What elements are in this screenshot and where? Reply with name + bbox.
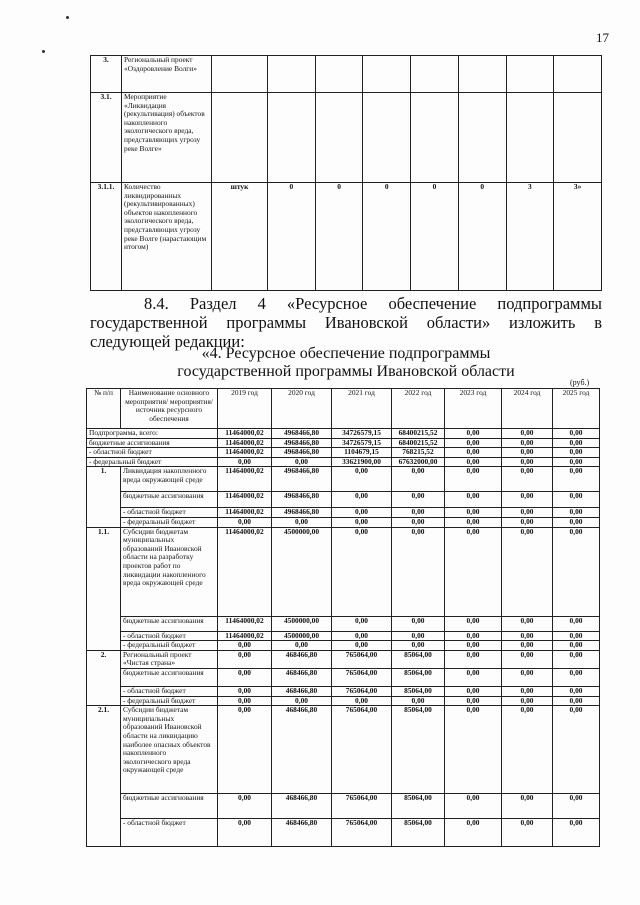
unit-cell [212, 93, 268, 183]
value-cell: 0,00 [502, 706, 553, 794]
value-cell: 3» [554, 183, 602, 291]
page-number: 17 [596, 30, 609, 45]
value-cell: 0,00 [553, 706, 600, 794]
table-row [87, 517, 600, 527]
value-cell: 1104679,15 [332, 448, 392, 458]
value-cell: 11464000,02 [218, 429, 272, 439]
row-number: 2.1. [87, 706, 121, 847]
value-cell: 0,00 [445, 438, 502, 448]
value-cell: 0,00 [445, 457, 502, 467]
value-cell: 0,00 [218, 696, 272, 706]
value-cell: 85064,00 [392, 668, 445, 686]
row-name: - федеральный бюджет [121, 696, 218, 706]
value-cell: 0,00 [392, 517, 445, 527]
value-cell: 0,00 [502, 492, 553, 508]
row-name: - областной бюджет [87, 448, 218, 458]
value-cell: 468466,80 [272, 686, 332, 696]
value-cell: 0,00 [553, 429, 600, 439]
section-title [90, 345, 602, 381]
row-name: - федеральный бюджет [121, 517, 218, 527]
table-row [87, 696, 600, 706]
value-cell: 0,00 [502, 517, 553, 527]
value-cell: 0,00 [392, 696, 445, 706]
summary-row [87, 429, 600, 439]
value-cell: 0,00 [272, 517, 332, 527]
value-cell: 33621900,00 [332, 457, 392, 467]
value-cell: 0,00 [502, 438, 553, 448]
value-cell: 765064,00 [332, 668, 392, 686]
value-cell: 0,00 [553, 650, 600, 668]
value-cell: 0,00 [272, 641, 332, 651]
value-cell [268, 93, 316, 183]
value-cell [315, 93, 363, 183]
value-cell: 11464000,02 [218, 467, 272, 492]
value-cell: 34726579,15 [332, 429, 392, 439]
value-cell: 0,00 [218, 517, 272, 527]
scan-speck [66, 16, 69, 19]
value-cell: 0,00 [502, 508, 553, 518]
value-cell: 0,00 [553, 508, 600, 518]
row-name: Региональный проект «Оздоровление Волги» [122, 56, 212, 93]
value-cell: 0,00 [218, 686, 272, 696]
table-row [87, 508, 600, 518]
value-cell: 11464000,02 [218, 438, 272, 448]
value-cell: 4500000,00 [272, 527, 332, 616]
value-cell: 4968466,80 [272, 429, 332, 439]
value-cell: 0,00 [502, 650, 553, 668]
unit-cell [212, 56, 268, 93]
value-cell: 11464000,02 [218, 527, 272, 616]
row-name: - федеральный бюджет [87, 457, 218, 467]
table-row [87, 467, 600, 492]
value-cell: 0,00 [332, 527, 392, 616]
section-title-line: «4. Ресурсное обеспечение подпрограммы [201, 345, 491, 362]
value-cell: 0,00 [502, 696, 553, 706]
value-cell: 0,00 [218, 457, 272, 467]
row-number: 2. [87, 650, 121, 705]
value-cell: 11464000,02 [218, 508, 272, 518]
row-name: - областной бюджет [121, 686, 218, 696]
value-cell: 0 [268, 183, 316, 291]
value-cell: 768215,52 [392, 448, 445, 458]
row-name: Подпрограмма, всего: [87, 429, 218, 439]
column-header: 2025 год [553, 389, 600, 429]
value-cell: 0,00 [272, 457, 332, 467]
value-cell: 4968466,80 [272, 438, 332, 448]
column-header: № п/п [87, 389, 121, 429]
value-cell: 0,00 [332, 641, 392, 651]
section-title-line: государственной программы Ивановской области [177, 363, 515, 380]
value-cell: 0,00 [553, 819, 600, 847]
value-cell: 85064,00 [392, 819, 445, 847]
table-row [87, 668, 600, 686]
value-cell: 0,00 [502, 448, 553, 458]
value-cell: 85064,00 [392, 650, 445, 668]
row-number: 1. [87, 467, 121, 527]
row-name: - областной бюджет [121, 631, 218, 641]
value-cell: 68400215,52 [392, 429, 445, 439]
row-name: Количество ликвидированных (рекультивированных) объектов накопленного экологического вреда, представляющих угрозу реке Волге (нарастающим итогом) [122, 183, 212, 291]
value-cell: 0,00 [553, 492, 600, 508]
value-cell: 85064,00 [392, 686, 445, 696]
summary-row [87, 457, 600, 467]
paragraph-rest: государственной программы Ивановской области» изложить в следующей редакции: [90, 313, 602, 351]
value-cell: 0,00 [445, 429, 502, 439]
value-cell: 0,00 [553, 467, 600, 492]
table-row [91, 183, 602, 291]
value-cell: 0,00 [553, 686, 600, 696]
summary-row [87, 438, 600, 448]
value-cell: 0,00 [502, 819, 553, 847]
value-cell: 0,00 [445, 641, 502, 651]
unit-cell: штук [212, 183, 268, 291]
value-cell: 0,00 [332, 492, 392, 508]
value-cell: 0,00 [553, 438, 600, 448]
value-cell: 0,00 [502, 668, 553, 686]
value-cell: 11464000,02 [218, 616, 272, 631]
value-cell: 0,00 [445, 686, 502, 696]
value-cell: 0,00 [332, 616, 392, 631]
table-row [87, 631, 600, 641]
value-cell: 0,00 [445, 508, 502, 518]
row-number: 3.1.1. [91, 183, 122, 291]
value-cell: 0,00 [218, 794, 272, 819]
scan-speck [42, 50, 45, 53]
row-name: бюджетные ассигнования [121, 794, 218, 819]
row-name: Субсидии бюджетам муниципальных образований Ивановской области на разработку проектов работ по ликвидации накопленного вреда окружающей среде [121, 527, 218, 616]
value-cell [506, 56, 554, 93]
value-cell: 765064,00 [332, 819, 392, 847]
indicator-table [90, 55, 602, 291]
value-cell: 0,00 [218, 706, 272, 794]
value-cell: 0,00 [218, 650, 272, 668]
value-cell: 0,00 [445, 616, 502, 631]
value-cell: 0,00 [332, 467, 392, 492]
value-cell [554, 93, 602, 183]
value-cell: 34726579,15 [332, 438, 392, 448]
value-cell: 468466,80 [272, 819, 332, 847]
value-cell [363, 56, 411, 93]
value-cell: 0,00 [392, 492, 445, 508]
value-cell: 0 [458, 183, 506, 291]
value-cell: 0,00 [553, 696, 600, 706]
value-cell: 0,00 [553, 641, 600, 651]
value-cell: 0,00 [445, 650, 502, 668]
value-cell: 0,00 [392, 527, 445, 616]
value-cell [458, 56, 506, 93]
value-cell: 0,00 [445, 794, 502, 819]
value-cell: 0,00 [502, 457, 553, 467]
value-cell [315, 56, 363, 93]
column-header: 2020 год [272, 389, 332, 429]
table-row [87, 794, 600, 819]
value-cell [411, 93, 459, 183]
value-cell: 0,00 [332, 696, 392, 706]
value-cell: 0,00 [392, 616, 445, 631]
value-cell: 85064,00 [392, 706, 445, 794]
value-cell [554, 56, 602, 93]
value-cell: 11464000,02 [218, 631, 272, 641]
row-name: бюджетные ассигнования [87, 438, 218, 448]
table-row [87, 527, 600, 616]
value-cell: 0,00 [445, 631, 502, 641]
value-cell: 0,00 [553, 668, 600, 686]
value-cell: 0,00 [218, 641, 272, 651]
column-header: 2019 год [218, 389, 272, 429]
value-cell: 765064,00 [332, 794, 392, 819]
value-cell: 0,00 [218, 668, 272, 686]
value-cell: 0,00 [445, 696, 502, 706]
value-cell: 0,00 [502, 467, 553, 492]
value-cell: 0,00 [553, 517, 600, 527]
value-cell: 4968466,80 [272, 448, 332, 458]
value-cell: 0,00 [332, 508, 392, 518]
value-cell: 0,00 [445, 492, 502, 508]
row-name: бюджетные ассигнования [121, 668, 218, 686]
value-cell: 0,00 [445, 448, 502, 458]
row-name: Ликвидация накопленного вреда окружающей среде [121, 467, 218, 492]
value-cell: 0,00 [553, 457, 600, 467]
value-cell: 765064,00 [332, 650, 392, 668]
table-row [91, 56, 602, 93]
row-name: бюджетные ассигнования [121, 616, 218, 631]
value-cell: 468466,80 [272, 650, 332, 668]
value-cell: 0,00 [502, 429, 553, 439]
value-cell: 0,00 [218, 819, 272, 847]
value-cell [411, 56, 459, 93]
value-cell [268, 56, 316, 93]
value-cell: 0,00 [392, 467, 445, 492]
value-cell: 0,00 [502, 527, 553, 616]
row-number: 1.1. [87, 527, 121, 650]
row-name: - областной бюджет [121, 819, 218, 847]
table-row [87, 616, 600, 631]
value-cell: 4968466,80 [272, 492, 332, 508]
value-cell: 68400215,52 [392, 438, 445, 448]
table-row [87, 819, 600, 847]
table-row [87, 650, 600, 668]
value-cell: 0,00 [332, 517, 392, 527]
value-cell: 0 [363, 183, 411, 291]
value-cell: 0,00 [502, 641, 553, 651]
value-cell: 0,00 [445, 706, 502, 794]
value-cell: 4500000,00 [272, 631, 332, 641]
value-cell: 0,00 [553, 794, 600, 819]
value-cell: 0,00 [553, 616, 600, 631]
value-cell: 765064,00 [332, 686, 392, 696]
row-name: Мероприятие «Ликвидация (рекультивация) объектов накопленного экологического вреда, представляющих угрозу реке Волге» [122, 93, 212, 183]
column-header: 2023 год [445, 389, 502, 429]
row-name: - федеральный бюджет [121, 641, 218, 651]
paragraph-first-line: 8.4. Раздел 4 «Ресурсное обеспечение подпрограммы [144, 294, 602, 313]
value-cell: 0,00 [445, 527, 502, 616]
value-cell: 0,00 [502, 686, 553, 696]
amendment-paragraph [90, 294, 602, 351]
table-row [87, 706, 600, 794]
value-cell: 0,00 [502, 794, 553, 819]
value-cell: 468466,80 [272, 706, 332, 794]
value-cell: 11464000,02 [218, 448, 272, 458]
value-cell: 67632000,00 [392, 457, 445, 467]
value-cell [506, 93, 554, 183]
table-row [87, 641, 600, 651]
row-name: Региональный проект «Чистая страна» [121, 650, 218, 668]
column-header: Наименование основного мероприятия/ мероприятия/ источник ресурсного обеспечения [121, 389, 218, 429]
value-cell: 3 [506, 183, 554, 291]
value-cell [458, 93, 506, 183]
table-row [87, 492, 600, 508]
value-cell: 11464000,02 [218, 492, 272, 508]
row-name: бюджетные ассигнования [121, 492, 218, 508]
value-cell: 468466,80 [272, 794, 332, 819]
column-header: 2022 год [392, 389, 445, 429]
value-cell: 0,00 [445, 668, 502, 686]
value-cell: 0 [411, 183, 459, 291]
value-cell: 0,00 [445, 517, 502, 527]
resource-table [86, 388, 600, 847]
value-cell: 0,00 [502, 631, 553, 641]
value-cell: 0,00 [445, 467, 502, 492]
value-cell: 765064,00 [332, 706, 392, 794]
value-cell: 0,00 [553, 448, 600, 458]
column-header: 2024 год [502, 389, 553, 429]
value-cell: 468466,80 [272, 668, 332, 686]
value-cell: 0,00 [332, 631, 392, 641]
value-cell: 0,00 [392, 631, 445, 641]
value-cell: 0,00 [392, 508, 445, 518]
header-row [87, 389, 600, 429]
row-name: Субсидии бюджетам муниципальных образований Ивановской области на ликвидацию наиболее опасных объектов накопленного экологического вреда окружающей среде [121, 706, 218, 794]
value-cell: 4500000,00 [272, 616, 332, 631]
row-name: - областной бюджет [121, 508, 218, 518]
value-cell: 4968466,80 [272, 467, 332, 492]
value-cell: 85064,00 [392, 794, 445, 819]
value-cell: 0,00 [502, 616, 553, 631]
row-number: 3. [91, 56, 122, 93]
value-cell [363, 93, 411, 183]
value-cell: 0,00 [392, 641, 445, 651]
value-cell: 0,00 [272, 696, 332, 706]
row-number: 3.1. [91, 93, 122, 183]
table-row [87, 686, 600, 696]
value-cell: 0,00 [553, 631, 600, 641]
value-cell: 0 [315, 183, 363, 291]
table-row [91, 93, 602, 183]
value-cell: 0,00 [553, 527, 600, 616]
column-header: 2021 год [332, 389, 392, 429]
value-cell: 4968466,80 [272, 508, 332, 518]
summary-row [87, 448, 600, 458]
unit-note: (руб.) [570, 378, 590, 387]
value-cell: 0,00 [445, 819, 502, 847]
